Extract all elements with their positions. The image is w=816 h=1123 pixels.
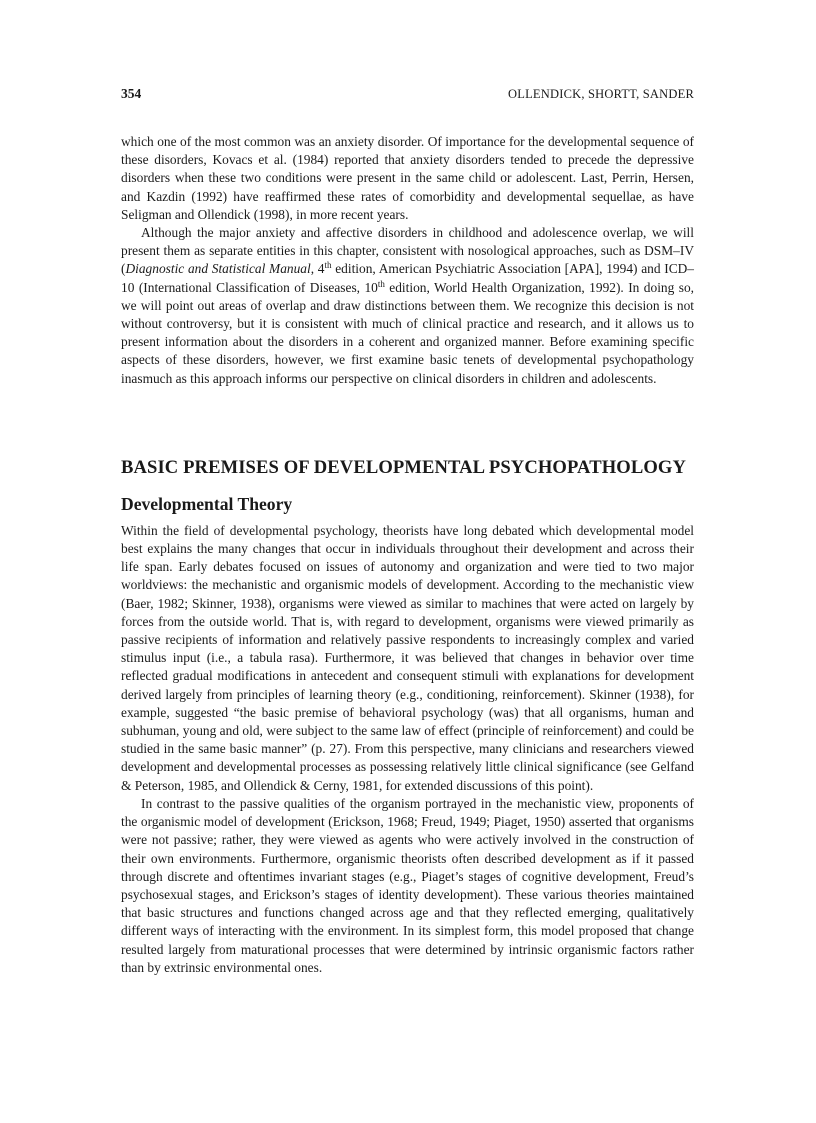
running-head [121,86,694,104]
paragraph-text: edition, American Psychiatric Association [APA], 1994) and ICD–10 (International Classification of Diseases, 10 [121,261,695,295]
paragraph: Within the field of developmental psychology, theorists have long debated which developmental model best explains the many changes that occur in individuals throughout their development and across their life span. Early debates focused on issues of autonomy and organization and were tied to two major worldviews: the mechanistic and organismic models of development. According to the mechanistic view (Baer, 1982; Skinner, 1938), organisms were viewed as similar to machines that were acted on largely by forces from the outside world. That is, with regard to development, organisms were viewed primarily as passive recipients of information and relatively passive respondents to increasingly complex and varied stimulus input (i.e., a tabula rasa). Furthermore, it was believed that changes in behavior over time reflected gradual modifications in antecedent and consequent stimuli with explanations for development derived largely from principles of learning theory (e.g., conditioning, reinforcement). Skinner (1938), for example, suggested “the basic premise of behavioral psychology (was) that all organisms, human and subhuman, young and old, were subject to the same law of effect (principle of reinforcement) and could be studied in the same basic manner” (p. 27). From this perspective, many clinicians and researchers viewed development and developmental processes as possessing relatively little clinical significance (see Gelfand & Peterson, 1985, and Ollendick & Cerny, 1981, for extended discussions of this point). [121,522,694,793]
paragraph: In contrast to the passive qualities of the organism portrayed in the mechanistic view, proponents of the organismic model of development (Erickson, 1968; Freud, 1949; Piaget, 1950) asserted that organisms were not passive; rather, they were viewed as agents who were actively involved in the construction of their own environments. Furthermore, organismic theorists often described development as if it passed through discrete and oftentimes invariant stages (e.g., Piaget’s stages of cognitive development, Freud’s psychosexual stages, and Erickson’s stages of identity development). These various theories maintained that basic structures and functions changed across age and that they reflected emerging, qualitatively different ways of interacting with the environment. In its simplest form, this model proposed that change resulted largely from maturational processes that were determined by intrinsic organismic factors rather than by extrinsic environmental ones. [121,795,694,975]
page-number: 354 [121,86,142,101]
section-text [121,522,694,977]
superscript: th [324,260,332,271]
intro-text [121,133,694,388]
paragraph-text: , 4 [310,261,325,277]
subsection-heading: Developmental Theory [121,493,293,514]
paragraph-text: Although the major anxiety and affective disorders in childhood and adolescence overlap, we will present them as separate entities in this chapter, consistent with nosological approaches, such as DSM–IV ( [121,225,694,277]
paragraph: which one of the most common was an anxiety disorder. Of importance for the developmental sequence of these disorders, Kovacs et al. (1984) reported that anxiety disorders tended to precede the depressive disorders when these two conditions were present in the same child or adolescent. Last, Perrin, Hersen, and Kazdin (1992) have reaffirmed these rates of comorbidity and developmental sequellae, as have Seligman and Ollendick (1998), in more recent years. [121,134,694,222]
section-heading: BASIC PREMISES OF DEVELOPMENTAL PSYCHOPATHOLOGY [121,456,686,478]
superscript: th [377,278,385,289]
running-head-authors: OLLENDICK, SHORTT, SANDER [508,87,694,101]
paragraph [121,224,694,388]
paragraph-text: edition, World Health Organization, 1992). In doing so, we will point out areas of overlap and draw distinctions between them. We recognize this decision is not without controversy, but it is consistent with much of clinical practice and research, and it allows us to present information about the disorders in a coherent and organized manner. Before examining specific aspects of these disorders, however, we first examine basic tenets of developmental psychopathology inasmuch as this approach informs our perspective on clinical disorders in children and adolescents. [121,279,694,386]
book-page [121,86,694,977]
italic-title: Diagnostic and Statistical Manual [125,261,311,277]
